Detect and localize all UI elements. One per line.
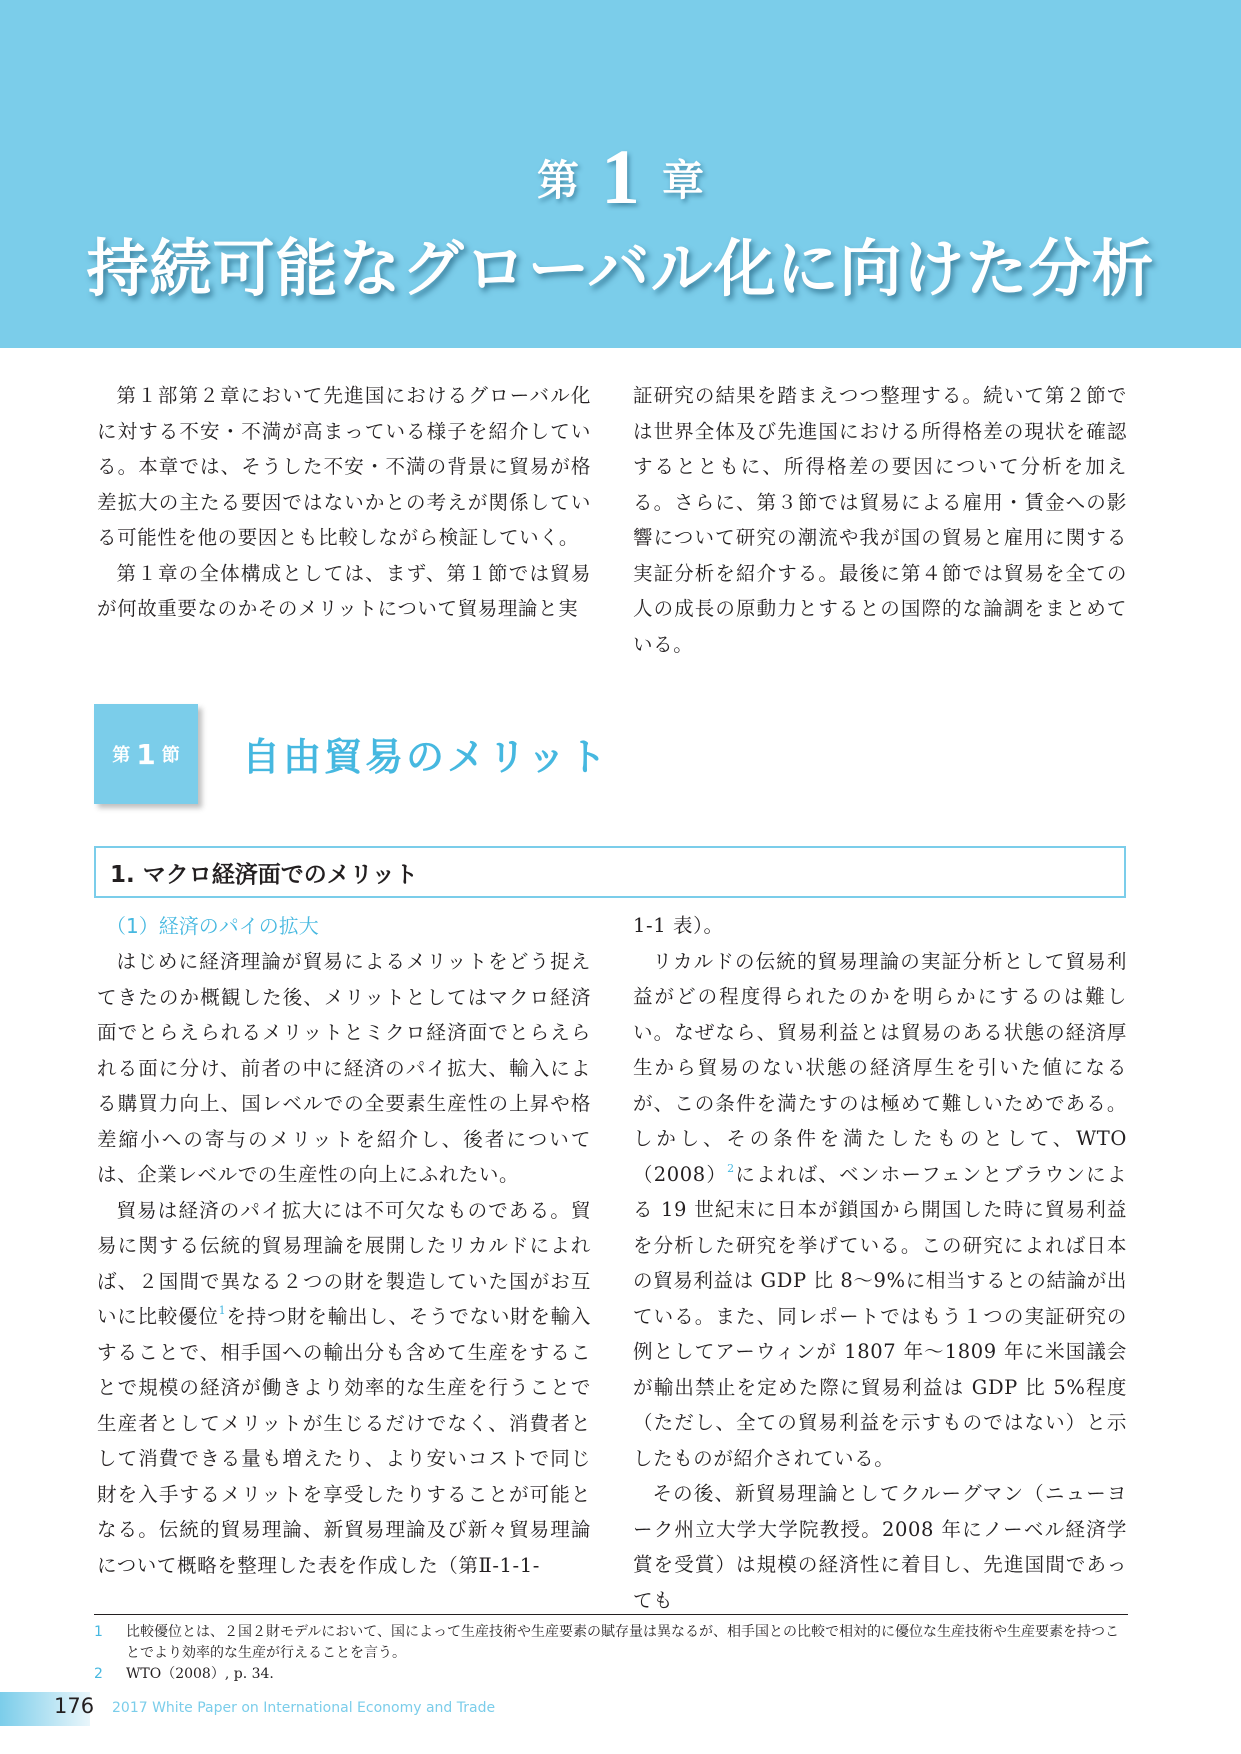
intro-left-column: [97, 378, 591, 627]
section-badge: [94, 704, 198, 804]
subsection-heading: [94, 846, 1126, 898]
footnote: [94, 1664, 1128, 1685]
intro-paragraph: 第１部第２章において先進国におけるグローバル化に対する不安・不満が高まっている様子を紹介している。本章では、そうした不安・不満の背景に貿易が格差拡大の主たる要因ではないかとの考えが関係している可能性を他の要因とも比較しながら検証していく。: [97, 384, 591, 549]
body-text: リカルドの伝統的貿易理論の実証分析として貿易利益がどの程度得られたのかを明らかにするのは難しい。なぜなら、貿易利益とは貿易のある状態の経済厚生から貿易のない状態の経済厚生を引いた値になるが、この条件を満たすのは極めて難しいためである。しかし、その条件を満たしたものとして、WTO（2008）: [633, 949, 1127, 1186]
footnotes: [94, 1622, 1128, 1685]
section-label-suffix: 節: [161, 745, 180, 766]
chapter-banner: [0, 0, 1241, 348]
body-text: によれば、ベンホーフェンとブラウンによる 19 世紀末に日本が鎖国から開国した時に貿易利益を分析した研究を挙げている。この研究によれば日本の貿易利益は GDP 比 8～9%に相当するとの結論が出ている。また、同レポートではもう１つの実証研究の例としてアーウィンが 1807 年～1809 年に米国議会が輸出禁止を定めた際に貿易利益は GDP 比 5%程度（ただし、全ての貿易利益を示すものではない）と示したものが紹介されている。: [633, 1162, 1127, 1470]
intro-paragraph: 第１章の全体構成としては、まず、第１節では貿易が何故重要なのかそのメリットについて貿易理論と実: [97, 561, 591, 620]
section-title: 自由貿易のメリット: [242, 735, 610, 779]
chapter-number: [0, 133, 1241, 220]
body-paragraph: はじめに経済理論が貿易によるメリットをどう捉えてきたのか概観した後、メリットとしてはマクロ経済面でとらえられるメリットとミクロ経済面でとらえられる面に分け、前者の中に経済のパイ拡大、輸入による購買力向上、国レベルでの全要素生産性の上昇や格差縮小への寄与のメリットを紹介し、後者については、企業レベルでの生産性の向上にふれたい。: [97, 950, 591, 1186]
footnote-ref-1[interactable]: 1: [218, 1304, 227, 1317]
intro-right-column: [633, 378, 1127, 662]
body-right-column: [633, 908, 1127, 1618]
footnote-mark: 1: [94, 1624, 103, 1640]
chapter-number-digit: 1: [601, 133, 640, 220]
page-number: 176: [54, 1694, 95, 1718]
body-paragraph: 1-1 表）。: [633, 914, 724, 937]
publication-title: 2017 White Paper on International Economy and Trade: [112, 1700, 496, 1716]
intro-paragraph: 証研究の結果を踏まえつつ整理する。続いて第２節では世界全体及び先進国における所得格差の現状を確認するとともに、所得格差の要因について分析を加える。さらに、第３節では貿易による雇用・賃金への影響について研究の潮流や我が国の貿易と雇用に関する実証分析を紹介する。最後に第４節では貿易を全ての人の成長の原動力とするとの国際的な論調をまとめている。: [633, 384, 1127, 656]
footnote-text: WTO（2008）, p. 34.: [126, 1666, 274, 1682]
chapter-label-prefix: 第: [536, 156, 579, 205]
body-paragraph: その後、新貿易理論としてクルーグマン（ニューヨーク州立大学大学院教授。2008 年にノーベル経済学賞を受賞）は規模の経済性に着目し、先進国間であっても: [633, 1482, 1127, 1612]
footnote-mark: 2: [94, 1666, 103, 1682]
chapter-title: 持続可能なグローバル化に向けた分析: [86, 232, 1155, 305]
footnote-ref-2[interactable]: 2: [727, 1161, 735, 1175]
subsection-title: 1. マクロ経済面でのメリット: [110, 861, 418, 888]
body-left-column: [97, 944, 591, 1583]
body-paragraph: [633, 944, 1127, 1477]
footnote: [94, 1622, 1128, 1664]
body-paragraph: [97, 1193, 591, 1584]
body-text: 貿易は経済のパイ拡大には不可欠なものである。貿易に関する伝統的貿易理論を展開したリカルドによれば、２国間で異なる２つの財を製造していた国がお互いに比較優位: [97, 1198, 591, 1328]
section-label-prefix: 第: [112, 745, 131, 766]
section-number: 1: [136, 737, 156, 771]
body-text: を持つ財を輸出し、そうでない財を輸入することで、相手国への輸出分も含めて生産をすることで規模の経済が働きより効率的な生産を行うことで生産者としてメリットが生じるだけでなく、消費者として消費できる量も増えたり、より安いコストで同じ財を入手するメリットを享受したりすることが可能となる。伝統的貿易理論、新貿易理論及び新々貿易理論について概略を整理した表を作成した（第Ⅱ-1-1-: [97, 1305, 591, 1577]
chapter-label-suffix: 章: [662, 156, 705, 205]
subsubsection-title: （1）経済のパイの拡大: [106, 914, 319, 938]
footnote-text: 比較優位とは、２国２財モデルにおいて、国によって生産技術や生産要素の賦存量は異なるが、相手国との比較で相対的に優位な生産技術や生産要素を持つことでより効率的な生産が行えることを言う。: [126, 1624, 1120, 1661]
footnote-divider: [94, 1614, 1128, 1615]
